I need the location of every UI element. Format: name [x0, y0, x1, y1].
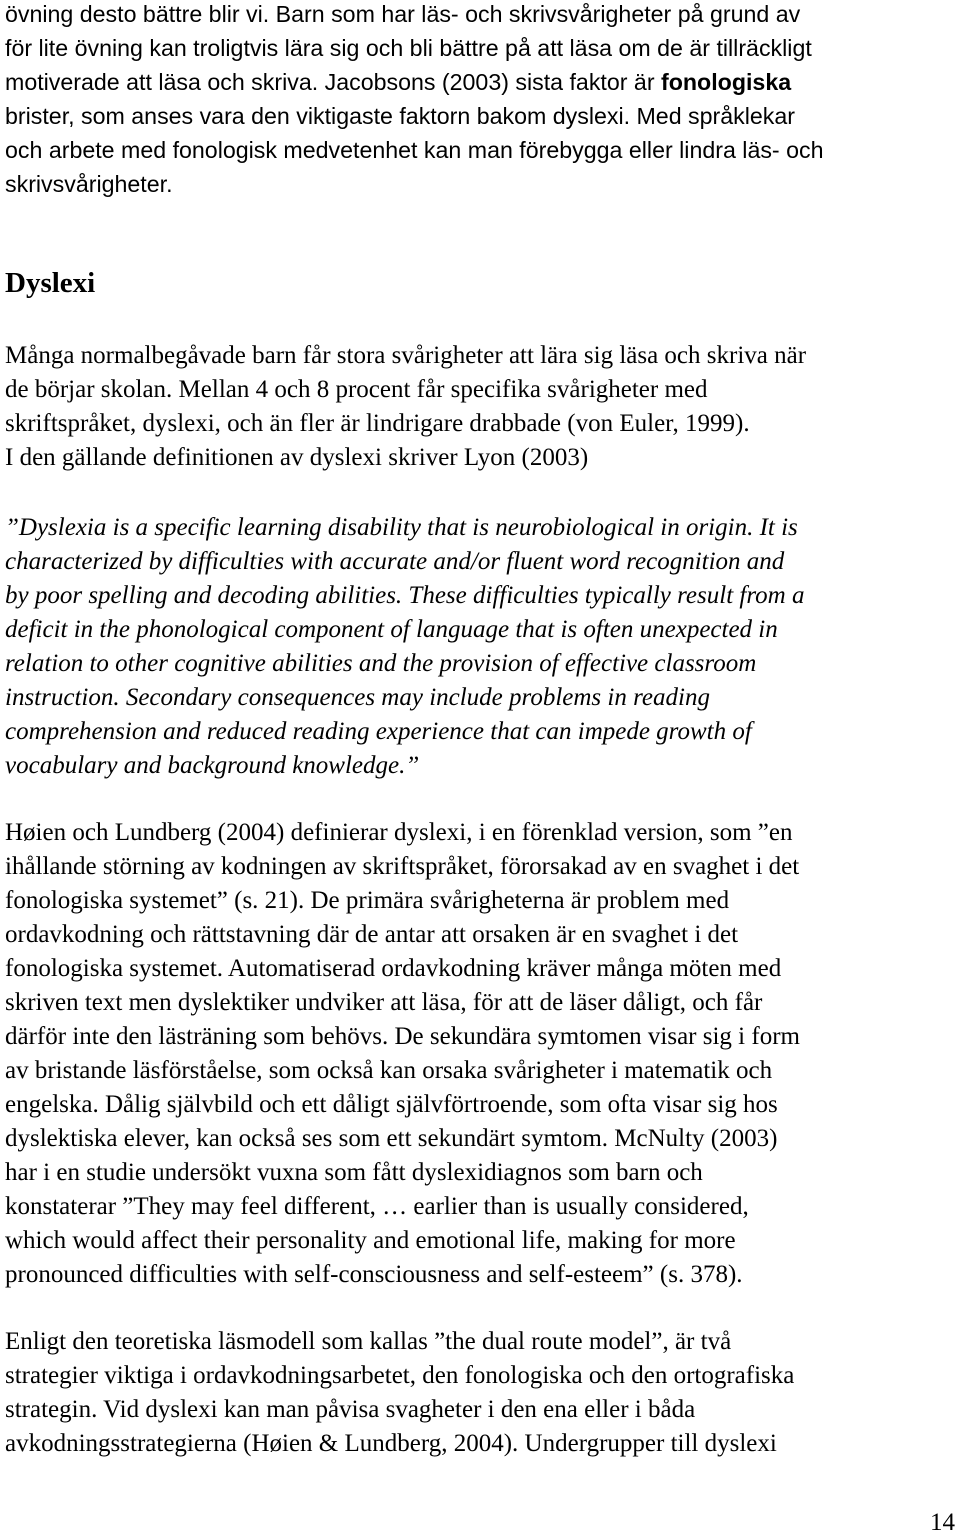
quote-line: vocabulary and background knowledge.” [5, 752, 420, 779]
paragraph [5, 1325, 794, 1461]
text-line: skrivsvårigheter. [5, 171, 173, 197]
intro-paragraph [5, 0, 823, 201]
text-line: Høien och Lundberg (2004) definierar dyslexi, i en förenklad version, som ”en [5, 819, 793, 846]
quote-line: instruction. Secondary consequences may include problems in reading [5, 684, 710, 711]
text-line: av bristande läsförståelse, som också kan orsaka svårigheter i matematik och [5, 1057, 773, 1084]
quote-line: characterized by difficulties with accurate and/or fluent word recognition and [5, 548, 785, 575]
text-line: engelska. Dålig självbild och ett dåligt självförtroende, som ofta visar sig hos [5, 1091, 778, 1118]
text-line: fonologiska systemet. Automatiserad ordavkodning kräver många möten med [5, 955, 782, 982]
text-line: which would affect their personality and emotional life, making for more [5, 1227, 736, 1254]
section-heading: Dyslexi [5, 267, 96, 299]
text-line: avkodningsstrategierna (Høien & Lundberg, 2004). Undergrupper till dyslexi [5, 1430, 777, 1457]
text-line: strategier viktiga i ordavkodningsarbetet, den fonologiska och den ortografiska [5, 1362, 795, 1389]
quote-line: by poor spelling and decoding abilities. These difficulties typically result from a [5, 582, 805, 609]
text-line: strategin. Vid dyslexi kan man påvisa svagheter i den ena eller i båda [5, 1396, 696, 1423]
text-line: I den gällande definitionen av dyslexi skriver Lyon (2003) [5, 444, 589, 471]
quote-line: deficit in the phonological component of language that is often unexpected in [5, 616, 778, 643]
paragraph [5, 816, 800, 1292]
text-line: för lite övning kan troligtvis lära sig och bli bättre på att läsa om de är tillräckligt [5, 35, 812, 61]
text-line: konstaterar ”They may feel different, … earlier than is usually considered, [5, 1193, 749, 1220]
text-line: och arbete med fonologisk medvetenhet kan man förebygga eller lindra läs- och [5, 137, 824, 163]
quote-line: comprehension and reduced reading experience that can impede growth of [5, 718, 752, 745]
text-line: ordavkodning och rättstavning där de antar att orsaken är en svaghet i det [5, 921, 739, 948]
text-line: fonologiska systemet” (s. 21). De primära svårigheterna är problem med [5, 887, 730, 914]
text-line: skriven text men dyslektiker undviker att läsa, för att de läser dåligt, och får [5, 989, 763, 1016]
text-line: de börjar skolan. Mellan 4 och 8 procent får specifika svårigheter med [5, 376, 708, 403]
block-quote [5, 511, 804, 783]
text-line: ihållande störning av kodningen av skriftspråket, förorsakad av en svaghet i det [5, 853, 800, 880]
text-line: därför inte den lästräning som behövs. De sekundära symtomen visar sig i form [5, 1023, 800, 1050]
text-line: skriftspråket, dyslexi, och än fler är lindrigare drabbade (von Euler, 1999). [5, 410, 750, 437]
paragraph [5, 339, 806, 475]
text-line: har i en studie undersökt vuxna som fått dyslexidiagnos som barn och [5, 1159, 703, 1186]
bold-term: fonologiska [661, 69, 792, 95]
text-line: Många normalbegåvade barn får stora svårigheter att lära sig läsa och skriva när [5, 342, 807, 369]
text-line [5, 65, 823, 99]
page-number: 14 [930, 1509, 955, 1536]
text-line: Enligt den teoretiska läsmodell som kallas ”the dual route model”, är två [5, 1328, 732, 1355]
text-fragment: motiverade att läsa och skriva. Jacobsons (2003) sista faktor är [5, 69, 661, 95]
text-line: dyslektiska elever, kan också ses som ett sekundärt symtom. McNulty (2003) [5, 1125, 778, 1152]
quote-line: relation to other cognitive abilities and the provision of effective classroom [5, 650, 757, 677]
text-line: pronounced difficulties with self-consciousness and self-esteem” (s. 378). [5, 1261, 743, 1288]
text-line: övning desto bättre blir vi. Barn som har läs- och skrivsvårigheter på grund av [5, 1, 801, 27]
text-line: brister, som anses vara den viktigaste faktorn bakom dyslexi. Med språklekar [5, 103, 796, 129]
quote-line: ”Dyslexia is a specific learning disability that is neurobiological in origin. It is [5, 514, 798, 541]
